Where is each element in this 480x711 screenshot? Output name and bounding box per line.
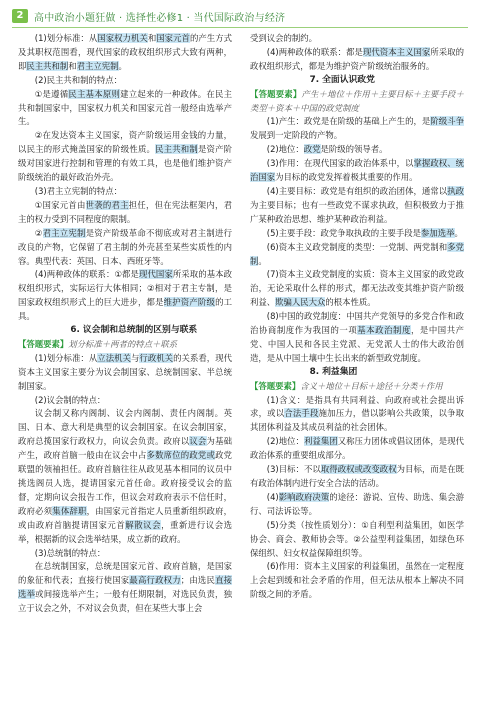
text-run: (3)总统制的特点： xyxy=(34,547,106,558)
text-run: (2)地位： xyxy=(266,436,304,447)
highlighted-term: 现代国家 xyxy=(138,269,173,280)
text-run: ①是遵循 xyxy=(34,88,69,99)
text-run: 的根本性质。 xyxy=(325,297,376,308)
paragraph xyxy=(250,463,464,491)
paragraph xyxy=(18,129,232,185)
text-run: (4) xyxy=(266,491,279,502)
page-number-badge: 2 xyxy=(12,9,28,23)
paragraph xyxy=(250,88,464,116)
text-run: (5)主要手段：政党争取执政的主要手段是 xyxy=(266,227,422,238)
paragraph xyxy=(18,74,232,88)
paragraph xyxy=(250,491,464,519)
text-run: 或间接选举产生；一般有任期限制，对选民负责，独立于议会之外，不对议会负责，但在某些大事上会 xyxy=(18,589,233,614)
paragraph xyxy=(250,227,464,241)
paragraph xyxy=(18,199,232,227)
paragraph xyxy=(250,560,464,602)
text-run: (4)主要目标：政党是有组织的政治团体，通常以 xyxy=(266,185,448,196)
paragraph xyxy=(250,115,464,143)
paragraph xyxy=(250,519,464,561)
paragraph xyxy=(18,407,232,546)
text-run: 。 xyxy=(118,60,127,71)
paragraph xyxy=(250,380,464,394)
paragraph xyxy=(250,32,464,46)
highlighted-term: 直接选举 xyxy=(18,575,233,600)
paragraph xyxy=(250,310,464,366)
text-run: (4)两种政体的联系：都是 xyxy=(266,46,363,57)
highlighted-term: 集体辞职 xyxy=(52,505,87,516)
text-run: (2)地位： xyxy=(266,144,304,155)
text-run: 受到议会的制约。 xyxy=(250,33,317,43)
text-run: (3)目标：不以 xyxy=(266,464,321,475)
text-run: ，是中国共产党、中国人民和各民主党派、无党派人士的伟大政治创造，是从中国土壤中生长出来的新型政党制度。 xyxy=(250,325,465,363)
paragraph xyxy=(18,338,232,352)
text-run: (2)议会制的特点： xyxy=(34,394,106,405)
highlighted-term: 世袭的君主 xyxy=(85,199,129,210)
text-run: 议会制又称内阁制、议会内阁制、责任内阁制。英国、日本、意大利是典型的议会制国家。在议会制国家，政府总揽国家行政权力，向议会负责。政府以 xyxy=(18,408,232,447)
text-run: (3)作用：在现代国家的政治体系中，以 xyxy=(266,158,414,169)
paragraph xyxy=(250,435,464,463)
highlighted-term: 执政 xyxy=(447,185,464,196)
highlighted-term: 君主立宪制 xyxy=(42,227,86,238)
right-column xyxy=(250,32,464,602)
text-run: 在总统制国家，总统是国家元首、政府首脑，是国家的象征和代表；直接行使国家 xyxy=(18,561,232,586)
highlighted-term: 欺骗人民大众 xyxy=(275,297,326,308)
text-run: 。 xyxy=(258,255,267,266)
text-run: 是资产阶级革命不彻底或对君主制进行改良的产物，它保留了君主制的外壳甚至某些实质性的内容。典型代表：英国、日本、西班牙等。 xyxy=(18,227,233,266)
text-run: (6)作用：资本主义国家的利益集团，虽然在一定程度上会起到缓和社会矛盾的作用，但无法从根本上解决不同阶级之间的矛盾。 xyxy=(250,561,464,600)
text-run: (6)资本主义政党制度的类型：一党制、两党制和 xyxy=(266,241,448,252)
highlighted-term: 国家元首 xyxy=(156,33,190,43)
text-run: 是阶级的领导者。 xyxy=(320,144,388,155)
text-run: (1)产生：政党是在阶级的基础上产生的，是 xyxy=(266,116,431,127)
text-run: 的工具。 xyxy=(18,297,233,322)
text-run: (2)民主共和制的特点： xyxy=(34,74,123,85)
text-run: (1)划分标准：从 xyxy=(34,352,98,363)
text-run: (1)含义：是指具有共同利益、向政府或社会提出诉求，或以 xyxy=(250,394,464,419)
paragraph xyxy=(18,352,232,394)
highlighted-term: 行政机关 xyxy=(139,352,174,363)
answer-elements-tag: 【答题要素】 xyxy=(250,88,302,99)
highlighted-term: 多党制 xyxy=(250,241,464,266)
highlighted-term: 民主共和制 xyxy=(26,60,69,71)
text-run: 所采取的政权组织形式，都是为维护资产阶级统治服务的。 xyxy=(250,46,465,71)
text-run: (7)资本主义政党制度的实质：资本主义国家的政党政治，无论采取什么样的形式，都无法改变其维护资产阶级利益、 xyxy=(250,269,464,308)
highlighted-term: 君主立宪制 xyxy=(76,60,119,71)
text-run: 发展到一定阶段的产物。 xyxy=(250,130,343,141)
paragraph xyxy=(18,227,232,269)
highlighted-term: 国家权力机关 xyxy=(97,33,148,43)
text-run: 建立起来的一种政体。在民主共和制国家中，国家权力机关和国家元首一般经由选举产生。 xyxy=(18,88,232,127)
section-heading: 7. 全面认识政党 xyxy=(309,74,375,85)
text-run: (8)中国的政党制度：中国共产党领导的多党合作和政治协商制度作为我国的一项 xyxy=(250,311,464,336)
handwritten-note: 产生＋地位＋作用＋主要目标＋主要手段＋类型＋资本＋中国的政党制度 xyxy=(250,88,464,113)
text-run: ，由国家元首指定人员重新组织政府，或由政府首脑提请国家元首 xyxy=(18,505,233,530)
highlighted-term: 维护资产阶级 xyxy=(163,297,216,308)
text-run: 又称压力团体或倡议团体，是现代政治体系的重要组成部分。 xyxy=(250,436,464,461)
text-run: (3)君主立宪制的特点： xyxy=(34,185,123,196)
paragraph xyxy=(18,547,232,561)
text-run: 是资产阶级对国家进行控制和管理的有效工具，也是他们维护资产阶级统治的最好政治外壳。 xyxy=(18,144,233,183)
highlighted-term: 民主共和制 xyxy=(155,144,198,155)
text-run: 为目标，而是在既有政治体制内进行安全合法的活动。 xyxy=(250,464,465,488)
paragraph xyxy=(18,32,232,74)
header-divider xyxy=(12,27,468,28)
text-run: 的途径：游说、宣传、助选、集会游行、司法诉讼等。 xyxy=(250,491,464,516)
paragraph xyxy=(250,268,464,310)
highlighted-term: 多数席位的政党或 xyxy=(146,450,216,461)
highlighted-term: 利益集团 xyxy=(303,436,338,447)
highlighted-term: 议会 xyxy=(189,436,207,447)
paragraph xyxy=(18,560,232,616)
text-run: 施加压力，借以影响公共政策，以争取其团体利益及其成员利益的社会团体。 xyxy=(250,408,465,433)
answer-elements-tag: 【答题要素】 xyxy=(250,380,301,391)
paragraph xyxy=(250,185,464,227)
text-run: 的关系看，现代资本主义国家主要分为议会制国家、总统制国家、半总统制国家。 xyxy=(18,352,233,391)
text-run: 为基础产生，政府首脑一般由在议会中占 xyxy=(18,436,233,461)
text-run: ；由选民 xyxy=(180,575,216,586)
paragraph xyxy=(250,394,464,436)
highlighted-term: 最高行政权力 xyxy=(129,575,181,586)
text-run: (5)分类（按性质划分）：①自利型利益集团，如医学协会、商会、教师协会等。②公益型利益集团，如绿色环保组织、妇女权益保障组织等。 xyxy=(250,519,464,558)
text-run: 和 xyxy=(68,60,77,71)
text-run: 担任，但在宪法框架内，君主的权力受到不同程度的限制。 xyxy=(18,199,233,224)
text-run: 为目标的政党发挥着极其重要的作用。 xyxy=(275,172,418,183)
paragraph xyxy=(250,143,464,157)
highlighted-term: 基本政治制度 xyxy=(357,325,411,336)
paragraph xyxy=(18,185,232,199)
paragraph xyxy=(250,241,464,269)
highlighted-term: 合法手段 xyxy=(284,408,319,419)
paragraph xyxy=(250,157,464,185)
highlighted-term: 立法机关 xyxy=(97,352,131,363)
running-header xyxy=(12,8,468,24)
text-run: ② xyxy=(34,227,43,238)
answer-elements-tag: 【答题要素】 xyxy=(18,338,69,349)
highlighted-term: 影响政府决策 xyxy=(278,491,330,502)
handwritten-note: 划分标准＋两者的特点＋联系 xyxy=(68,338,178,349)
highlighted-term: 民主基本原则 xyxy=(68,88,121,99)
text-run: 。 xyxy=(454,227,463,238)
highlighted-term: 现代资本主义国家 xyxy=(362,46,431,57)
text-run: 所采取的基本政权组织形式，实际运行大体相同；②相对于君主专制，是国家政权组织形式上的巨大进步，都是 xyxy=(18,269,233,308)
highlighted-term: 解散议会 xyxy=(125,519,162,530)
highlighted-term: 阶级斗争 xyxy=(430,116,464,127)
text-run: (4)两种政体的联系：①都是 xyxy=(34,269,139,280)
highlighted-term: 取得政权或改变政权 xyxy=(320,464,397,475)
highlighted-term: 参加选举 xyxy=(421,227,455,238)
paragraph xyxy=(18,268,232,324)
book-title: 高中政治小题狂做 · 选择性必修1 · 当代国际政治与经济 xyxy=(34,12,286,24)
paragraph xyxy=(250,46,464,74)
text-run: 和 xyxy=(147,33,157,43)
left-column xyxy=(18,32,232,616)
text-run: (1)划分标准：从 xyxy=(34,33,98,43)
paragraph xyxy=(18,88,232,130)
section-heading: 8. 利益集团 xyxy=(309,366,358,377)
text-run: ，重新进行议会选举，根据新的议会选举结果，成立新的政府。 xyxy=(18,519,233,544)
highlighted-term: 政党 xyxy=(303,144,321,155)
text-run: 的产生方式及其职权范围看，现代国家的政权组织形式大致有两种，即 xyxy=(18,33,233,71)
paragraph xyxy=(18,394,232,408)
text-run: 与 xyxy=(130,352,140,363)
text-run: ①国家元首由 xyxy=(34,199,86,210)
highlighted-term: 掌握政权、统治国家 xyxy=(250,158,464,183)
text-run: 为主要目标；也有一些政党不谋求执政，但积极致力于推广某种政治思想、维护某种政治利益。 xyxy=(250,199,464,224)
text-run: 政党联盟的领袖担任。政府首脑往往从政见基本相同的议员中挑选阁员人选，提请国家元首任命。政府接受议会的监督，定期向议会报告工作，但议会对政府表示不信任时，政府必须 xyxy=(18,450,233,516)
text-run: ②在发达资本主义国家，资产阶级运用金钱的力量，以民主的形式掩盖国家的阶级性质。 xyxy=(18,130,232,155)
section-heading: 6. 议会制和总统制的区别与联系 xyxy=(70,325,198,336)
handwritten-note: 含义＋地位＋目标＋途径＋分类＋作用 xyxy=(300,380,443,391)
